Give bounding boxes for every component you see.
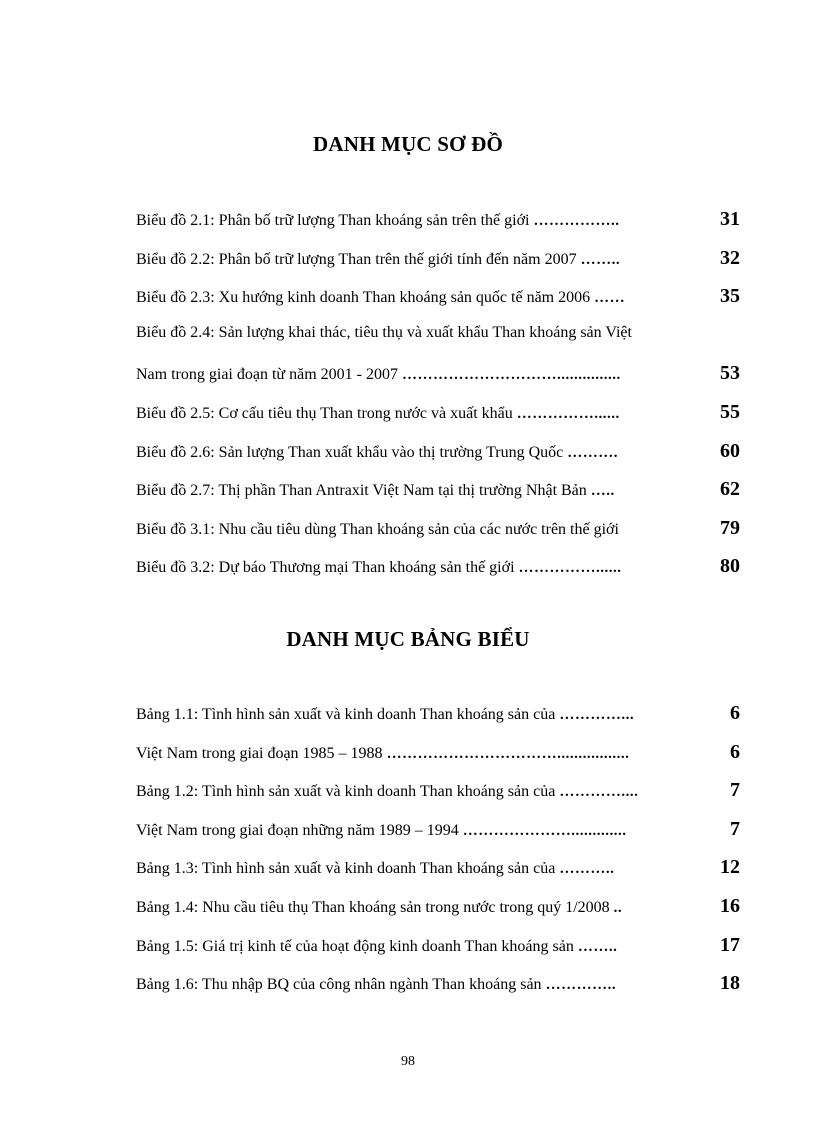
toc-entry: Biểu đồ 2.2: Phân bố trữ lượng Than trên thế giới tính đến năm 2007 …….. 32	[136, 246, 740, 269]
section-heading-tables: DANH MỤC BẢNG BIỂU	[286, 627, 530, 651]
page-number: 12	[720, 856, 740, 879]
table-list	[136, 702, 740, 1011]
page-number: 32	[720, 246, 740, 269]
toc-entry: Biểu đồ 2.1: Phân bố trữ lượng Than khoáng sản trên thế giới …………….. 31	[136, 208, 740, 230]
toc-entry: Biểu đồ 2.4: Sản lượng khai thác, tiêu thụ và xuất khẩu Than khoáng sản Việt	[136, 323, 632, 341]
page-number: 80	[720, 555, 740, 578]
toc-entry: Biểu đồ 3.2: Dự báo Thương mại Than khoáng sản thế giới ……………...... 80	[136, 555, 740, 578]
page-number: 31	[720, 208, 740, 230]
diagram-list	[136, 208, 740, 594]
toc-entry: Việt Nam trong giai đoạn những năm 1989 – 1994 …………………............. 7	[136, 817, 740, 840]
page-number: 18	[720, 972, 740, 995]
page-number: 7	[730, 817, 740, 840]
toc-entry: Biểu đồ 2.3: Xu hướng kinh doanh Than khoáng sản quốc tế năm 2006 …… 35	[136, 285, 740, 308]
section-heading-diagrams: DANH MỤC SƠ ĐỒ	[312, 132, 504, 156]
page-number: 35	[720, 285, 740, 308]
toc-entry: Bảng 1.3: Tình hình sản xuất và kinh doanh Than khoáng sản của ……….. 12	[136, 856, 740, 879]
toc-entry: Bảng 1.6: Thu nhập BQ của công nhân ngành Than khoáng sản ………….. 18	[136, 972, 740, 995]
page-number: 62	[720, 478, 740, 501]
toc-entry: Biểu đồ 2.6: Sản lượng Than xuất khẩu vào thị trường Trung Quốc ………. 60	[136, 439, 740, 462]
toc-entry: Nam trong giai đoạn từ năm 2001 - 2007 …………………………............... 53	[136, 362, 740, 385]
toc-entry: Bảng 1.5: Giá trị kinh tế của hoạt động kinh doanh Than khoáng sản …….. 17	[136, 933, 740, 956]
toc-entry: Bảng 1.4: Nhu cầu tiêu thụ Than khoáng sản trong nước trong quý 1/2008 .. 16	[136, 894, 740, 917]
page-number: 17	[720, 933, 740, 956]
toc-entry: Biểu đồ 2.7: Thị phần Than Antraxit Việt Nam tại thị trường Nhật Bản ….. 62	[136, 478, 740, 501]
toc-entry: Biểu đồ 3.1: Nhu cầu tiêu dùng Than khoáng sản của các nước trên thế giới 79	[136, 516, 740, 539]
page-number: 53	[720, 362, 740, 385]
toc-entry: Biểu đồ 2.5: Cơ cấu tiêu thụ Than trong nước và xuất khẩu ……………...... 55	[136, 400, 740, 423]
toc-entry: Việt Nam trong giai đoạn 1985 – 1988 ……………………………................. 6	[136, 740, 740, 763]
page-number: 16	[720, 894, 740, 917]
page-number: 6	[730, 740, 740, 763]
page-number: 55	[720, 400, 740, 423]
page-number: 60	[720, 439, 740, 462]
toc-entry: Bảng 1.2: Tình hình sản xuất và kinh doanh Than khoáng sản của ………….... 7	[136, 779, 740, 802]
page-number: 6	[730, 702, 740, 724]
page-number: 7	[730, 779, 740, 802]
toc-entry: Bảng 1.1: Tình hình sản xuất và kinh doanh Than khoáng sản của …………... 6	[136, 702, 740, 724]
page-number: 79	[720, 516, 740, 539]
page-footer-number: 98	[401, 1054, 415, 1069]
